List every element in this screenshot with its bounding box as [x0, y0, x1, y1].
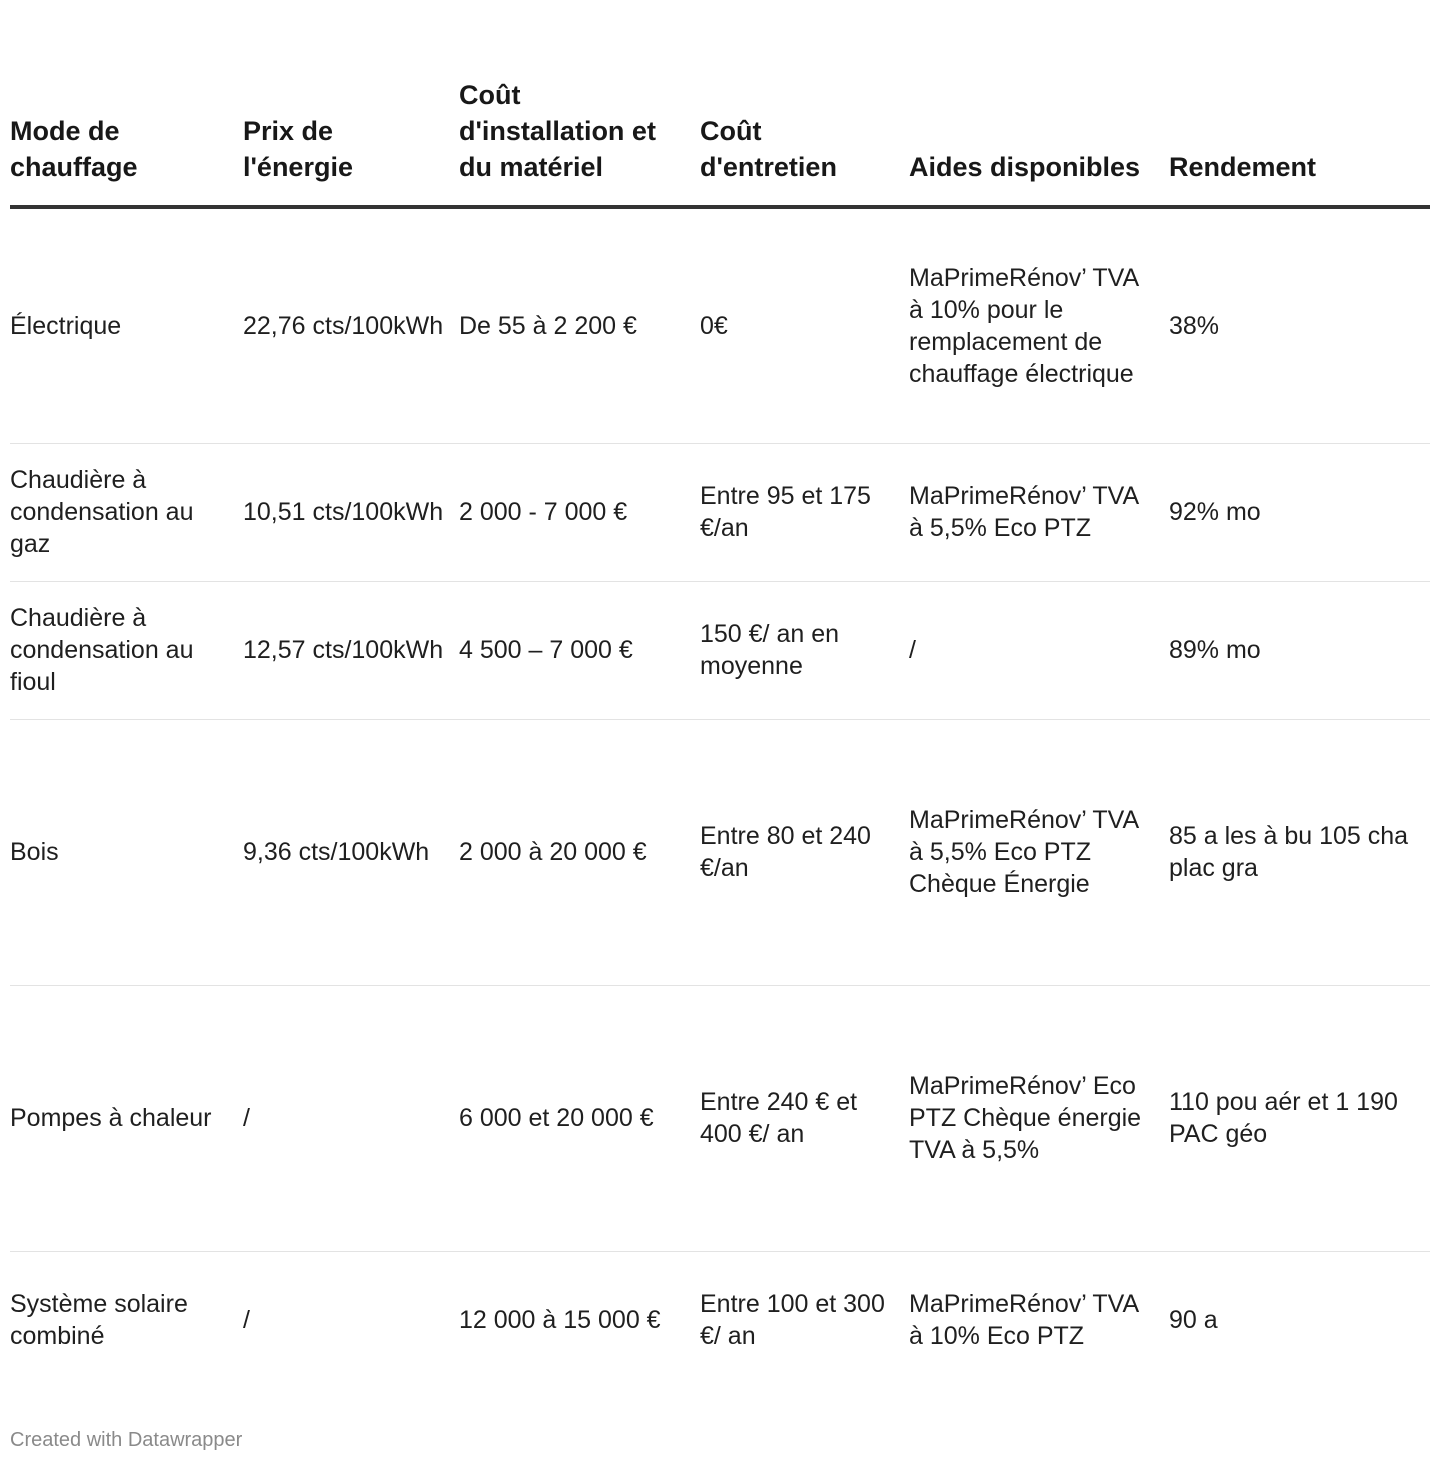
cell-installation: 12 000 à 15 000 €	[459, 1306, 661, 1335]
cell-rendement: 85 a les à bu 105 cha plac gra	[1169, 719, 1430, 985]
datawrapper-credit[interactable]: Created with Datawrapper	[10, 1429, 243, 1451]
column-header-entretien: Coût d'entretien	[700, 0, 909, 207]
cell-installation: 2 000 à 20 000 €	[459, 719, 700, 985]
column-header-mode: Mode de chauffage	[10, 0, 243, 207]
cell-mode: Chaudière à condensation au gaz	[10, 443, 243, 581]
table-row	[10, 985, 1430, 1251]
table-row	[10, 207, 1430, 443]
cell-aides: MaPrimeRénov’ TVA à 5,5% Eco PTZ Chèque Énergie	[909, 719, 1169, 985]
cell-aides: MaPrimeRénov’ TVA à 5,5% Eco PTZ	[909, 443, 1169, 581]
cell-prix: 10,51 cts/100kWh	[243, 443, 459, 581]
cell-installation: De 55 à 2 200 €	[459, 207, 700, 443]
cell-entretien: Entre 80 et 240 €/an	[700, 719, 909, 985]
heating-comparison-table	[10, 0, 1430, 1389]
cell-entretien: Entre 240 € et 400 €/ an	[700, 985, 909, 1251]
cell-aides: MaPrimeRénov’ TVA à 10% Eco PTZ	[909, 1290, 1138, 1351]
cell-prix: 9,36 cts/100kWh	[243, 719, 459, 985]
cell-mode: Système solaire combiné	[10, 1290, 188, 1351]
cell-entretien: 0€	[700, 207, 909, 443]
table-row	[10, 719, 1430, 985]
cell-rendement: 90 a	[1169, 1306, 1218, 1335]
column-header-prix: Prix de l'énergie	[243, 0, 459, 207]
table-row	[10, 581, 1430, 719]
cell-installation: 2 000 - 7 000 €	[459, 443, 700, 581]
cell-prix: 22,76 cts/100kWh	[243, 207, 459, 443]
cell-aides: MaPrimeRénov’ TVA à 10% pour le remplacement de chauffage électrique	[909, 207, 1169, 443]
header-row	[10, 0, 1430, 207]
cell-mode: Chaudière à condensation au fioul	[10, 581, 243, 719]
cell-prix: 12,57 cts/100kWh	[243, 581, 459, 719]
column-header-installation: Coût d'installation et du matériel	[459, 0, 700, 207]
cell-prix: /	[243, 1306, 250, 1335]
cell-aides: MaPrimeRénov’ Eco PTZ Chèque énergie TVA à 5,5%	[909, 985, 1169, 1251]
cell-entretien: 150 €/ an en moyenne	[700, 581, 909, 719]
table-row	[10, 1251, 1430, 1389]
cell-prix: /	[243, 985, 459, 1251]
cell-aides: /	[909, 581, 1169, 719]
cell-installation: 6 000 et 20 000 €	[459, 985, 700, 1251]
cell-rendement: 92% mo	[1169, 443, 1430, 581]
cell-rendement: 110 pou aér et 1 190 PAC géo	[1169, 985, 1430, 1251]
column-header-aides: Aides disponibles	[909, 0, 1169, 207]
cell-mode: Électrique	[10, 207, 243, 443]
cell-rendement: 89% mo	[1169, 581, 1430, 719]
cell-installation: 4 500 – 7 000 €	[459, 581, 700, 719]
cell-mode: Bois	[10, 719, 243, 985]
cell-rendement: 38%	[1169, 207, 1430, 443]
table-viewport	[10, 0, 1409, 1389]
cell-mode: Pompes à chaleur	[10, 985, 243, 1251]
table-row	[10, 443, 1430, 581]
column-header-rendement: Rendement	[1169, 0, 1430, 207]
cell-entretien: Entre 95 et 175 €/an	[700, 443, 909, 581]
cell-entretien: Entre 100 et 300 €/ an	[700, 1290, 885, 1351]
